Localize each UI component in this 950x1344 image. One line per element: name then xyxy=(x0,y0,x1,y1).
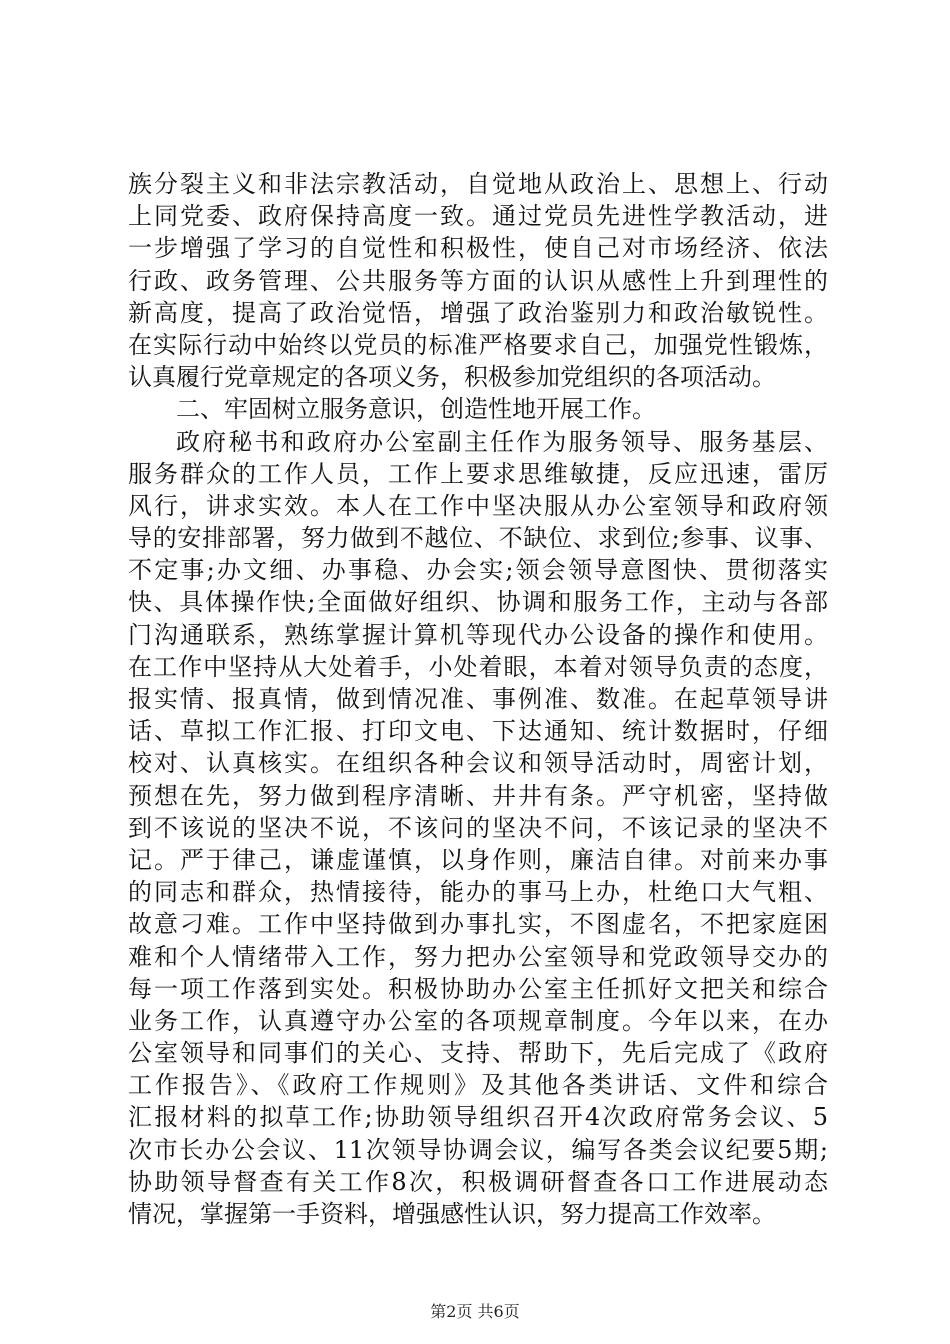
text-line: 每一项工作落到实处。积极协助办公室主任抓好文把关和综合 xyxy=(128,974,828,1003)
text-line: 一步增强了学习的自觉性和积极性，使自己对市场经济、依法 xyxy=(128,234,828,263)
text-line: 风行，讲求实效。本人在工作中坚决服从办公室领导和政府领 xyxy=(128,491,828,520)
text-line: 行政、政务管理、公共服务等方面的认识从感性上升到理性的 xyxy=(128,266,828,295)
document-body xyxy=(128,168,828,1230)
text-line: 政府秘书和政府办公室副主任作为服务领导、服务基层、 xyxy=(176,427,828,456)
text-line: 次市长办公会议、11次领导协调会议，编写各类会议纪要5期; xyxy=(128,1135,828,1164)
text-line: 上同党委、政府保持高度一致。通过党员先进性学教活动，进 xyxy=(128,202,828,231)
text-line: 的同志和群众，热情接待，能办的事马上办，杜绝口大气粗、 xyxy=(128,878,828,907)
text-line: 不定事;办文细、办事稳、办会实;领会领导意图快、贯彻落实 xyxy=(128,556,828,585)
text-line: 新高度，提高了政治觉悟，增强了政治鉴别力和政治敏锐性。 xyxy=(128,298,828,327)
text-line: 认真履行党章规定的各项义务，积极参加党组织的各项活动。 xyxy=(128,363,776,392)
text-line: 难和个人情绪带入工作，努力把办公室领导和党政领导交办的 xyxy=(128,942,828,971)
section-heading: 二、牢固树立服务意识，创造性地开展工作。 xyxy=(176,395,656,424)
text-line: 到不该说的坚决不说，不该问的坚决不问，不该记录的坚决不 xyxy=(128,813,828,842)
text-line: 在工作中坚持从大处着手，小处着眼，本着对领导负责的态度， xyxy=(128,652,828,681)
text-line: 门沟通联系，熟练掌握计算机等现代办公设备的操作和使用。 xyxy=(128,620,828,649)
text-line: 情况，掌握第一手资料，增强感性认识，努力提高工作效率。 xyxy=(128,1200,776,1228)
page-number-footer: 第2页 共6页 xyxy=(430,1302,520,1321)
text-line: 导的安排部署，努力做到不越位、不缺位、求到位;参事、议事、 xyxy=(128,524,828,553)
text-line: 族分裂主义和非法宗教活动，自觉地从政治上、思想上、行动 xyxy=(128,170,828,198)
text-line: 公室领导和同事们的关心、支持、帮助下，先后完成了《政府 xyxy=(128,1039,828,1068)
text-line: 服务群众的工作人员，工作上要求思维敏捷，反应迅速，雷厉 xyxy=(128,459,828,488)
text-line: 快、具体操作快;全面做好组织、协调和服务工作，主动与各部 xyxy=(128,588,828,617)
text-line: 故意刁难。工作中坚持做到办事扎实，不图虚名，不把家庭困 xyxy=(128,910,828,939)
text-line: 预想在先，努力做到程序清晰、井井有条。严守机密，坚持做 xyxy=(128,781,828,810)
text-line: 报实情、报真情，做到情况准、事例准、数准。在起草领导讲 xyxy=(128,685,828,713)
text-line: 业务工作，认真遵守办公室的各项规章制度。今年以来，在办 xyxy=(128,1006,828,1035)
text-line: 记。严于律己，谦虚谨慎，以身作则，廉洁自律。对前来办事 xyxy=(128,845,828,874)
text-line: 校对、认真核实。在组织各种会议和领导活动时，周密计划， xyxy=(128,749,828,778)
text-line: 协助领导督查有关工作8次，积极调研督查各口工作进展动态 xyxy=(128,1167,828,1196)
text-line: 汇报材料的拟草工作;协助领导组织召开4次政府常务会议、5 xyxy=(128,1103,828,1132)
text-line: 工作报告》、《政府工作规则》及其他各类讲话、文件和综合 xyxy=(128,1071,828,1100)
text-line: 话、草拟工作汇报、打印文电、下达通知、统计数据时，仔细 xyxy=(128,717,828,746)
text-line: 在实际行动中始终以党员的标准严格要求自己，加强党性锻炼， xyxy=(128,330,828,359)
